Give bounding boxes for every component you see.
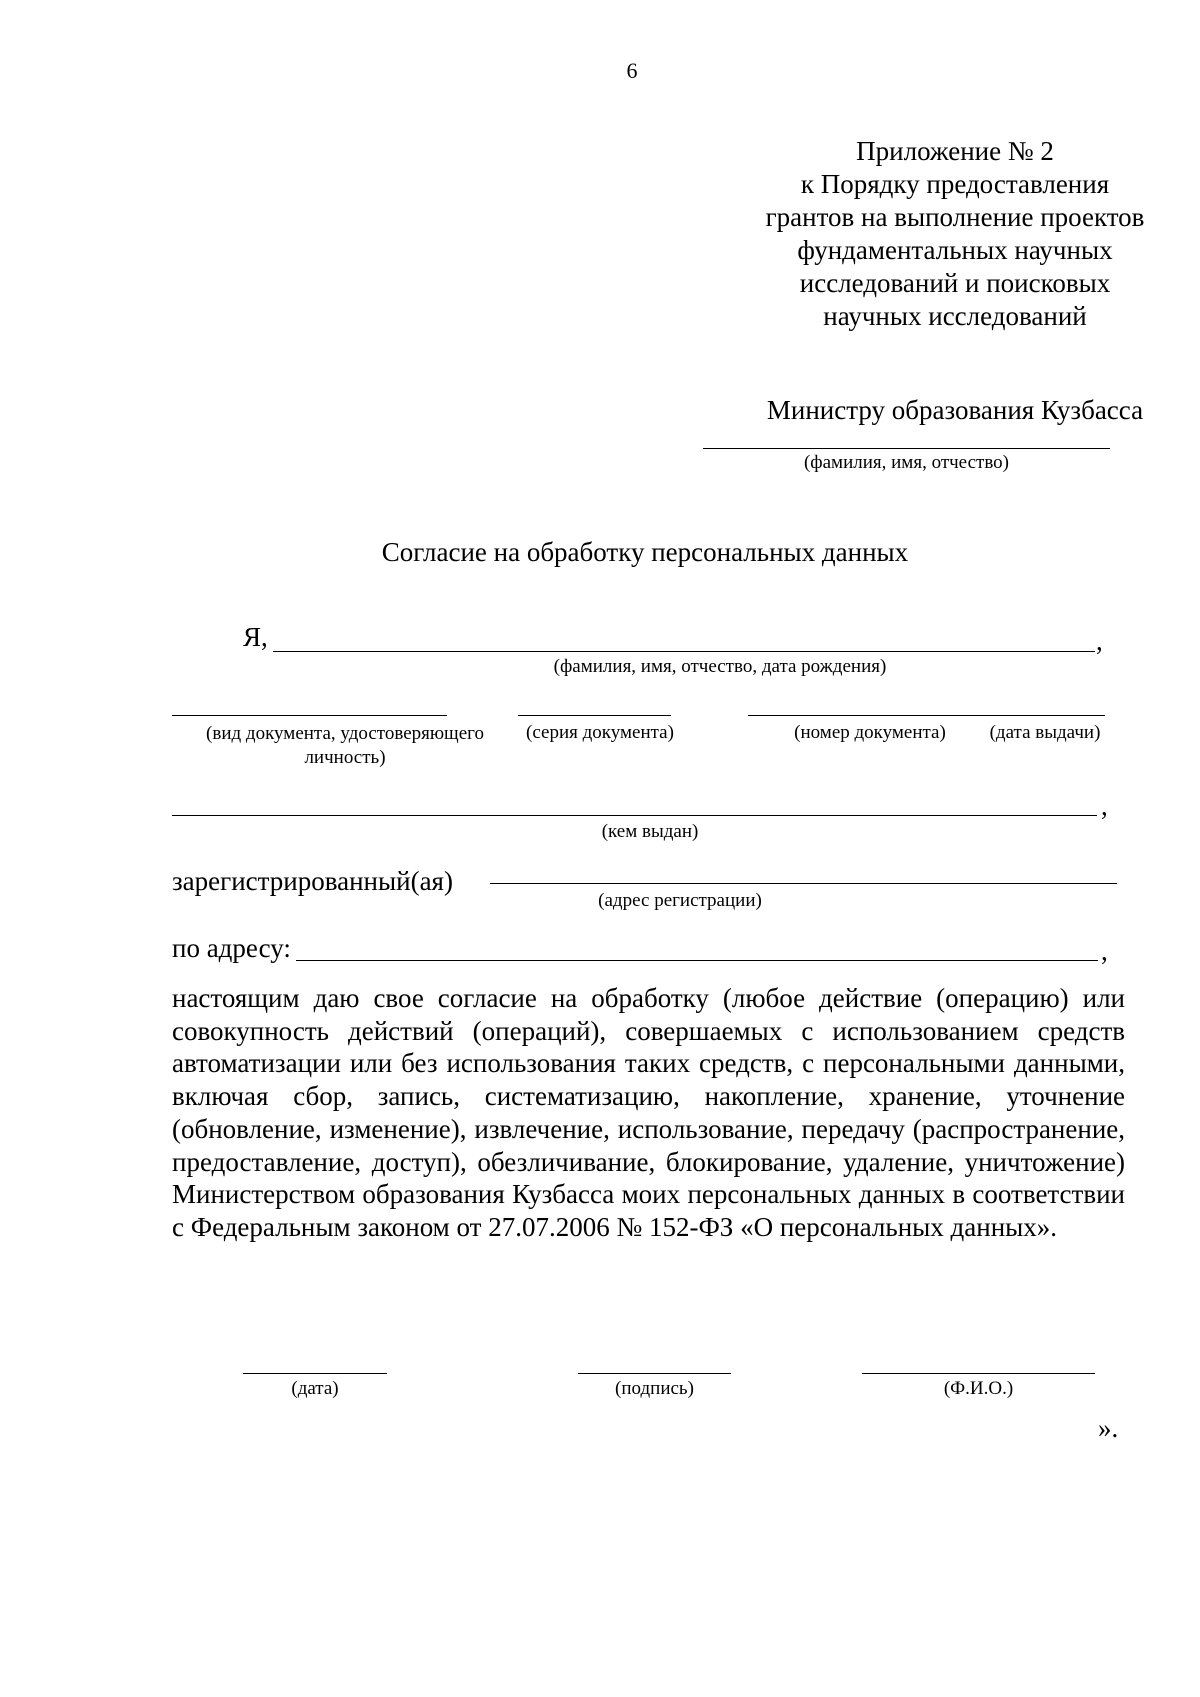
address-line[interactable] xyxy=(296,960,1098,961)
doc-type-line[interactable] xyxy=(172,715,447,716)
issued-by-line[interactable] xyxy=(172,815,1097,816)
appendix-header xyxy=(675,135,1200,333)
doc-type-caption: (вид документа, удостоверяющего личность) xyxy=(206,723,484,768)
registration-address-caption: (адрес регистрации) xyxy=(598,890,762,911)
addressee-name-caption: (фамилия, имя, отчество) xyxy=(803,452,1009,473)
date-line[interactable] xyxy=(243,1373,387,1374)
issue-date-caption: (дата выдачи) xyxy=(989,722,1101,743)
appendix-line: Приложение № 2 xyxy=(856,136,1054,166)
fio-birth-caption: (фамилия, имя, отчество, дата рождения) xyxy=(553,656,887,677)
i-prefix: Я, xyxy=(243,622,268,652)
registration-address-line[interactable] xyxy=(490,883,1117,884)
consent-paragraph: настоящим даю свое согласие на обработку (любое действие (операцию) или совокупность действий (операций), совершаемых с использованием средств автоматизации или без использования таких средств, с персональными данными, включая сбор, запись, систематизацию, накопление, хранение, уточнение (обновление, изменение), извлечение, использование, передачу (распространение, предоставление, доступ), обезличивание, блокирование, удаление, уничтожение) Министерством образования Кузбасса моих персональных данных в соответствии с Федеральным законом от 27.07.2006 № 152-ФЗ «О персональных данных». xyxy=(172,983,1125,1242)
appendix-line: грантов на выполнение проектов xyxy=(765,202,1145,232)
fio-line[interactable] xyxy=(862,1373,1095,1374)
page-number: 6 xyxy=(626,58,638,83)
doc-number-line[interactable] xyxy=(748,715,981,716)
fio-birth-line[interactable] xyxy=(273,651,1095,652)
document-title: Согласие на обработку персональных данных xyxy=(381,537,909,567)
signature-line[interactable] xyxy=(578,1373,731,1374)
issue-date-line[interactable] xyxy=(981,715,1105,716)
addressee-name-line[interactable] xyxy=(703,448,1110,449)
issued-by-caption: (кем выдан) xyxy=(601,821,699,842)
registered-label: зарегистрированный(ая) xyxy=(172,866,453,896)
appendix-line: фундаментальных научных xyxy=(797,235,1113,265)
fio-caption: (Ф.И.О.) xyxy=(943,1378,1014,1399)
appendix-line: исследований и поисковых xyxy=(799,268,1111,298)
date-caption: (дата) xyxy=(291,1378,339,1399)
comma: , xyxy=(1096,626,1103,656)
doc-series-line[interactable] xyxy=(518,715,671,716)
closing-mark: ». xyxy=(1098,1413,1119,1443)
appendix-line: к Порядку предоставления xyxy=(800,169,1110,199)
address-label: по адресу: xyxy=(172,933,291,963)
signature-caption: (подпись) xyxy=(615,1378,694,1399)
appendix-line: научных исследований xyxy=(823,301,1087,331)
consent-text xyxy=(172,982,1125,1244)
addressee: Министру образования Кузбасса xyxy=(766,395,1144,425)
comma: , xyxy=(1101,936,1108,966)
doc-series-caption: (серия документа) xyxy=(526,722,674,743)
doc-number-caption: (номер документа) xyxy=(794,722,946,743)
comma: , xyxy=(1101,791,1108,821)
